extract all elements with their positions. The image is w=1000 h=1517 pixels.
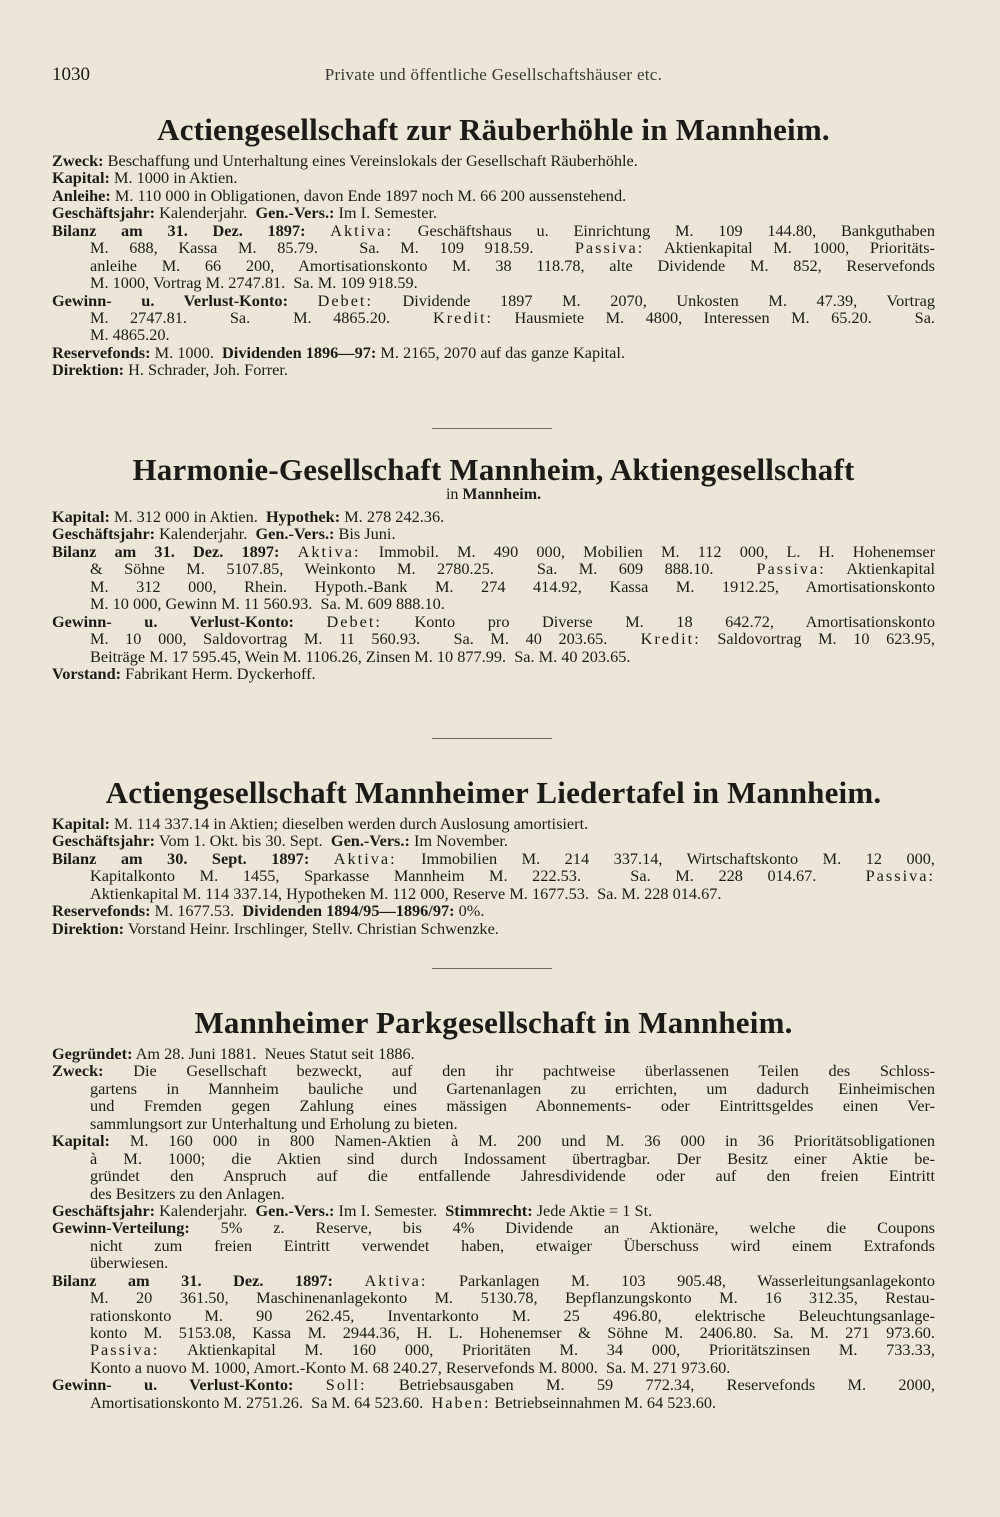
field-label: Gewinn-Verteilung: <box>52 1218 190 1238</box>
entry <box>52 344 935 361</box>
entry <box>52 665 935 682</box>
text-line <box>52 1167 935 1184</box>
field-text: Kalenderjahr. <box>155 1200 256 1220</box>
field-label: Kapital: <box>52 168 110 188</box>
field-text: Hausmiete M. 4800, Interessen M. 65.20. Sa. <box>493 307 936 327</box>
field-text: Beschaffung und Unterhaltung eines Vereinslokals der Gesellschaft Räuberhöhle. <box>103 151 638 170</box>
text-line <box>52 1324 935 1341</box>
field-text: M. 688, Kassa M. 85.79. Sa. M. 109 918.59. <box>90 238 575 258</box>
company-title: Actiengesellschaft Mannheimer Liedertafel in Mannheim. <box>105 775 882 810</box>
field-text: M. 1000 in Aktien. <box>109 168 238 188</box>
field-label: Bilanz am 31. Dez. 1897: <box>52 220 306 240</box>
field-text: M. 312 000, Rhein. Hypoth.-Bank M. 274 414.92, Kassa M. 1912.25, Amortisationskonto <box>90 576 935 596</box>
field-text: Immobil. M. 490 000, Mobilien M. 112 000, L. H. Hohenemser <box>360 541 935 561</box>
text-line <box>52 222 935 239</box>
field-text: Fabrikant Herm. Dyckerhoff. <box>121 663 316 683</box>
text-line <box>52 815 935 832</box>
field-label: Direktion: <box>52 360 125 380</box>
field-label: Geschäftsjahr: <box>52 1200 156 1220</box>
entry <box>52 920 935 937</box>
field-text: Vorstand Heinr. Irschlinger, Stellv. Christian Schwenzke. <box>124 918 499 938</box>
text-line <box>52 920 935 937</box>
field-text: Die Gesellschaft bezweckt, auf den ihr pachtweise überlassenen Teilen des Schloss- <box>103 1061 935 1081</box>
field-text <box>333 1271 365 1290</box>
company-title: Mannheimer Parkgesellschaft in Mannheim. <box>194 1005 793 1040</box>
entry <box>52 1376 935 1411</box>
entry <box>52 1202 935 1219</box>
text-line <box>52 187 935 204</box>
entry <box>52 152 935 169</box>
field-text <box>306 221 331 240</box>
field-label: Vorstand: <box>52 663 122 683</box>
field-label: Gen.-Vers.: <box>255 203 335 223</box>
entry <box>52 902 935 919</box>
field-text: überwiesen. <box>90 1253 169 1273</box>
account-heading: Passiva: <box>756 559 826 579</box>
company-title: Harmonie-Gesellschaft Mannheim, Aktiengesellschaft <box>132 452 855 487</box>
entry <box>52 222 935 292</box>
field-text: Konto pro Diverse M. 18 642.72, Amortisationskonto <box>381 611 935 631</box>
entry <box>52 1219 935 1271</box>
field-label: Dividenden 1896—97: <box>222 342 377 362</box>
field-text: Dividende 1897 M. 2070, Unkosten M. 47.39, Vortrag <box>372 290 935 310</box>
field-text: M. 110 000 in Obligationen, davon Ende 1897 noch M. 66 200 aussenstehend. <box>110 185 627 205</box>
entry <box>52 361 935 378</box>
field-text: Beiträge M. 17 595.45, Wein M. 1106.26, Zinsen M. 10 877.99. Sa. M. 40 203.65. <box>90 646 631 666</box>
section-divider <box>432 738 552 739</box>
field-label: Hypothek: <box>265 507 341 526</box>
text-line <box>52 1115 935 1132</box>
text-line <box>52 344 935 361</box>
text-line <box>52 1341 935 1358</box>
text-line <box>52 292 935 309</box>
field-text: 5% z. Reserve, bis 4% Dividende an Aktionäre, welche die Coupons <box>189 1218 935 1238</box>
field-text: gartens in Mannheim bauliche und Gartenanlagen zu errichten, um dadurch Einheimischen <box>90 1078 935 1098</box>
account-heading: Aktiva: <box>333 848 397 868</box>
field-text: Geschäftshaus u. Einrichtung M. 109 144.80, Bankguthaben <box>393 220 936 240</box>
entry <box>52 1062 935 1132</box>
text-line <box>52 274 935 291</box>
account-heading: Passiva: <box>574 238 645 258</box>
field-label: Gewinn- u. Verlust-Konto: <box>52 611 294 631</box>
field-text: Aktienkapital <box>825 559 935 579</box>
field-label: Kapital: <box>52 1131 110 1151</box>
text-line <box>52 1045 935 1062</box>
entry <box>52 169 935 186</box>
account-heading: Soll: <box>325 1375 367 1395</box>
entry <box>52 292 935 344</box>
entry <box>52 613 935 665</box>
field-label: Kapital: <box>52 507 110 526</box>
field-text: Im I. Semester. <box>334 203 438 223</box>
text-line <box>52 850 935 867</box>
text-line <box>52 1150 935 1167</box>
field-text: M. 2747.81. Sa. M. 4865.20. <box>90 307 433 327</box>
field-text: M. 114 337.14 in Aktien; dieselben werden durch Auslosung amortisiert. <box>109 814 589 833</box>
text-line <box>52 1254 935 1271</box>
text-line <box>52 1237 935 1254</box>
text-line <box>52 1272 935 1289</box>
company-section-parkgesellschaft <box>52 1005 935 1411</box>
entry <box>52 850 935 902</box>
field-text: Jede Aktie = 1 St. <box>532 1200 653 1220</box>
field-text: Amortisationskonto M. 2751.26. Sa M. 64 523.60. <box>90 1392 432 1412</box>
field-text: Im November. <box>409 831 509 851</box>
field-label: Geschäftsjahr: <box>52 524 156 544</box>
running-header <box>52 64 935 86</box>
text-line <box>52 1062 935 1079</box>
text-line <box>52 152 935 169</box>
field-text: Konto a nuovo M. 1000, Amort.-Konto M. 68 240.27, Reservefonds M. 8000. Sa. M. 271 973.60. <box>90 1357 731 1377</box>
entry-list <box>52 1045 935 1411</box>
field-text: Kalenderjahr. <box>155 203 256 223</box>
field-text: M. 1000. <box>150 342 223 362</box>
field-label: Zweck: <box>52 1061 104 1081</box>
running-title: Private und öffentliche Gesellschaftshäuser etc. <box>324 65 663 84</box>
text-line <box>52 560 935 577</box>
field-text: Parkanlagen M. 103 905.48, Wasserleitungsanlagekonto <box>427 1270 935 1290</box>
field-text: M. 10 000, Saldovortrag M. 11 560.93. Sa. M. 40 203.65. <box>90 629 641 649</box>
field-label: Reservefonds: <box>52 342 151 362</box>
field-text: M. 160 000 in 800 Namen-Aktien à M. 200 und M. 36 000 in 36 Prioritätsobligationen <box>109 1131 935 1151</box>
field-text: Betriebseinnahmen M. 64 523.60. <box>490 1392 717 1412</box>
field-text: Am 28. Juni 1881. Neues Statut seit 1886. <box>132 1044 415 1063</box>
text-line <box>52 578 935 595</box>
account-heading: Debet: <box>326 611 382 631</box>
text-line <box>52 1289 935 1306</box>
text-line <box>52 204 935 221</box>
text-line <box>52 169 935 186</box>
entry <box>52 543 935 613</box>
text-line <box>52 326 935 343</box>
field-text: nicht zum freien Eintritt verwendet haben, etwaiger Überschuss wird einem Extrafonds <box>90 1235 935 1255</box>
account-heading: Haben: <box>431 1392 491 1412</box>
field-text: Betriebsausgaben M. 59 772.34, Reservefonds M. 2000, <box>366 1375 935 1395</box>
text-line <box>52 630 935 647</box>
entry <box>52 525 935 542</box>
field-label: Gen.-Vers.: <box>330 831 410 851</box>
text-line <box>52 1394 935 1411</box>
field-text: M. 4865.20. <box>90 325 170 345</box>
entry <box>52 204 935 221</box>
field-text: Aktienkapital M. 1000, Prioritäts- <box>644 238 935 258</box>
text-line <box>52 508 935 525</box>
account-heading: Kredit: <box>432 307 494 327</box>
text-line <box>52 665 935 682</box>
entry <box>52 832 935 849</box>
section-divider <box>432 428 552 429</box>
company-title: Actiengesellschaft zur Räuberhöhle in Mannheim. <box>157 112 830 147</box>
location-place: Mannheim. <box>462 486 542 503</box>
company-section-liedertafel <box>52 775 935 937</box>
field-text: konto M. 5153.08, Kassa M. 2944.36, H. L. Hohenemser & Söhne M. 2406.80. Sa. M. 271 973.60. <box>90 1323 935 1342</box>
text-line <box>52 1307 935 1324</box>
field-label: Stimmrecht: <box>445 1200 533 1220</box>
field-label: Reservefonds: <box>52 901 151 921</box>
text-line <box>52 1097 935 1114</box>
entry <box>52 187 935 204</box>
entry-list <box>52 152 935 379</box>
field-text: des Besitzers zu den Anlagen. <box>90 1183 285 1203</box>
field-text: Im I. Semester. <box>334 1200 446 1220</box>
entry <box>52 815 935 832</box>
field-text <box>279 542 297 561</box>
entry-list <box>52 508 935 682</box>
field-text: Immobilien M. 214 337.14, Wirtschaftskonto M. 12 000, <box>396 848 935 868</box>
field-text: H. Schrader, Joh. Forrer. <box>124 360 288 380</box>
text-line <box>52 309 935 326</box>
field-text: M. 20 361.50, Maschinenanlagekonto M. 5130.78, Bepflanzungskonto M. 16 312.35, Restau- <box>90 1288 935 1308</box>
text-line <box>52 595 935 612</box>
field-text <box>293 1375 325 1394</box>
text-line <box>52 1359 935 1376</box>
field-text: Kalenderjahr. <box>155 524 256 544</box>
page-number: 1030 <box>52 64 90 85</box>
field-label: Bilanz am 31. Dez. 1897: <box>52 541 280 561</box>
account-heading: Kredit: <box>640 629 701 649</box>
text-line <box>52 1202 935 1219</box>
field-label: Bilanz am 31. Dez. 1897: <box>52 1270 333 1290</box>
field-text <box>288 291 318 310</box>
field-text: 0%. <box>454 901 485 921</box>
text-line <box>52 902 935 919</box>
field-text: M. 1000, Vortrag M. 2747.81. Sa. M. 109 918.59. <box>90 273 418 293</box>
text-line <box>52 648 935 665</box>
field-text: Vom 1. Okt. bis 30. Sept. <box>155 831 331 851</box>
field-text: gründet den Anspruch auf die entfallende Jahresdividende oder auf den freien Eintritt <box>90 1166 935 1186</box>
field-label: Gewinn- u. Verlust-Konto: <box>52 1375 294 1395</box>
text-line <box>52 239 935 256</box>
field-text: M. 278 242.36. <box>340 507 445 526</box>
field-text <box>294 612 327 631</box>
field-text: Aktienkapital M. 114 337.14, Hypotheken M. 112 000, Reserve M. 1677.53. Sa. M. 228 014.67. <box>90 883 722 903</box>
account-heading: Aktiva: <box>364 1270 428 1290</box>
text-line <box>52 361 935 378</box>
text-line <box>52 1185 935 1202</box>
field-text: und Fremden gegen Zahlung eines mässigen Abonnements- oder Eintrittsgeldes einen Ver- <box>90 1096 935 1116</box>
section-divider <box>432 968 552 969</box>
field-label: Gegründet: <box>52 1044 133 1063</box>
account-heading: Aktiva: <box>330 220 394 240</box>
entry-list <box>52 815 935 937</box>
entry <box>52 1272 935 1377</box>
account-heading: Debet: <box>317 290 373 310</box>
text-line <box>52 525 935 542</box>
text-line <box>52 543 935 560</box>
text-line <box>52 867 935 884</box>
field-text: Kapitalkonto M. 1455, Sparkasse Mannheim M. 222.53. Sa. M. 228 014.67. <box>90 866 866 886</box>
account-heading: Aktiva: <box>297 541 361 561</box>
field-text: & Söhne M. 5107.85, Weinkonto M. 2780.25. Sa. M. 609 888.10. <box>90 559 757 579</box>
text-line <box>52 1132 935 1149</box>
field-text: sammlungsort zur Unterhaltung und Erholung zu bieten. <box>90 1113 458 1133</box>
field-text: Aktienkapital M. 160 000, Prioritäten M. 34 000, Prioritätszinsen M. 733.33, <box>159 1340 935 1360</box>
field-label: Anleihe: <box>52 185 111 205</box>
field-text: Bis Juni. <box>334 524 396 544</box>
field-label: Zweck: <box>52 151 104 170</box>
entry <box>52 1132 935 1202</box>
field-label: Geschäftsjahr: <box>52 203 156 223</box>
entry <box>52 1045 935 1062</box>
field-label: Gen.-Vers.: <box>255 1200 335 1220</box>
location-prefix: in <box>445 486 459 503</box>
field-text: rationskonto M. 90 262.45, Inventarkonto M. 25 496.80, elektrische Beleuchtungsanlage- <box>90 1305 935 1325</box>
field-text: Saldovortrag M. 10 623.95, <box>700 629 935 649</box>
account-heading: Passiva: <box>865 866 935 886</box>
field-text <box>309 849 334 868</box>
field-label: Geschäftsjahr: <box>52 831 156 851</box>
field-text: anleihe M. 66 200, Amortisationskonto M. 38 118.78, alte Dividende M. 852, Reservefonds <box>90 255 935 275</box>
text-line <box>52 832 935 849</box>
field-label: Gewinn- u. Verlust-Konto: <box>52 290 288 310</box>
text-line <box>52 885 935 902</box>
text-line <box>52 257 935 274</box>
field-label: Kapital: <box>52 814 110 833</box>
field-label: Dividenden 1894/95—1896/97: <box>242 901 455 921</box>
field-label: Gen.-Vers.: <box>255 524 335 544</box>
company-section-harmonie <box>52 452 935 682</box>
field-text: M. 2165, 2070 auf das ganze Kapital. <box>376 342 625 362</box>
entry <box>52 508 935 525</box>
field-label: Direktion: <box>52 918 125 938</box>
text-line <box>52 1376 935 1393</box>
field-label: Bilanz am 30. Sept. 1897: <box>52 848 310 868</box>
field-text: M. 312 000 in Aktien. <box>109 507 266 526</box>
text-line <box>52 1080 935 1097</box>
field-text: M. 1677.53. <box>150 901 243 921</box>
company-section-raeuberhoehle <box>52 112 935 379</box>
company-location <box>52 486 935 504</box>
account-heading: Passiva: <box>90 1340 160 1360</box>
text-line <box>52 613 935 630</box>
text-line <box>52 1219 935 1236</box>
field-text: M. 10 000, Gewinn M. 11 560.93. Sa. M. 609 888.10. <box>90 594 445 614</box>
field-text: à M. 1000; die Aktien sind durch Indossament übertragbar. Der Besitz einer Aktie be- <box>90 1148 935 1168</box>
